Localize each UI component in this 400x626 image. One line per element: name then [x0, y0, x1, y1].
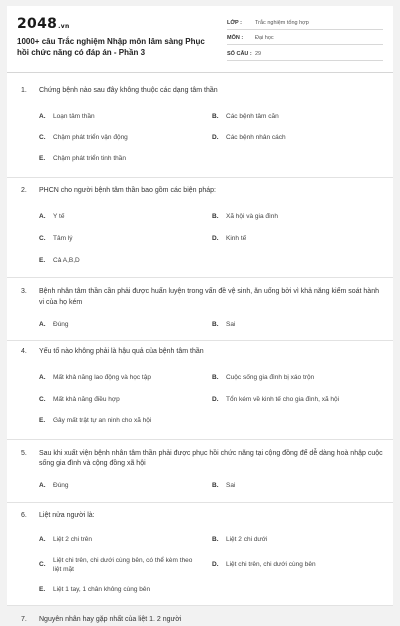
option-letter: B.	[212, 482, 219, 489]
meta-class-value: Trắc nghiệm tổng hợp	[255, 19, 309, 26]
question	[7, 79, 393, 169]
question-text: Nguyên nhân hay gặp nhất của liệt 1. 2 người	[39, 616, 182, 623]
question-stem	[21, 186, 393, 197]
option-letter: C.	[39, 561, 46, 568]
option-text: Mất khả năng điều hợp	[53, 396, 120, 403]
option-letter: E.	[39, 256, 46, 264]
option-letter: B.	[212, 320, 219, 328]
option-a[interactable]	[39, 479, 212, 493]
option-e[interactable]	[39, 411, 212, 431]
question-number: 3.	[21, 288, 27, 295]
meta-count-label: SỐ CÂU :	[227, 50, 252, 57]
meta-count-value: 29	[255, 50, 262, 57]
question-text: Sau khi xuất viện bệnh nhân tâm thần phải được phục hồi chức năng tại cộng đồng để dễ dàng hoà nhập cuộc sống gia đình và cộng đồng xã hội	[39, 449, 383, 467]
option-letter: B.	[212, 536, 219, 543]
option-text: Loạn tâm thần	[53, 112, 95, 120]
option-b[interactable]	[212, 106, 385, 127]
option-text: Y tế	[53, 212, 65, 220]
logo-suffix: .vn	[58, 23, 70, 30]
option-letter: C.	[39, 234, 46, 242]
question	[7, 341, 393, 431]
option-text: Liệt chi trên, chi dưới cùng bên, có thể kèm theo liệt mặt	[53, 556, 193, 573]
question	[7, 440, 393, 493]
meta-class-row	[227, 14, 383, 30]
option-text: Xã hội và gia đình	[226, 212, 279, 220]
meta-class-label: LỚP :	[227, 19, 242, 26]
header	[7, 6, 393, 70]
option-a[interactable]	[39, 106, 212, 127]
option-letter: B.	[212, 212, 219, 220]
option-list	[39, 367, 393, 431]
meta-subject-value: Đại học	[255, 35, 274, 41]
meta-subject-label: MÔN :	[227, 35, 244, 41]
option-c[interactable]	[39, 127, 212, 148]
option-letter: D.	[212, 133, 219, 141]
option-a[interactable]	[39, 367, 212, 389]
option-letter: C.	[39, 396, 46, 403]
question	[7, 278, 393, 331]
option-b[interactable]	[212, 205, 385, 227]
option-letter: A.	[39, 536, 46, 543]
question-stem	[21, 615, 393, 626]
option-letter: E.	[39, 154, 46, 162]
option-list	[39, 529, 393, 599]
question-text: Liệt nửa người là:	[39, 511, 95, 519]
question-number: 6.	[21, 511, 27, 519]
question-number: 1.	[21, 87, 27, 94]
question-text: PHCN cho người bệnh tâm thần bao gồm các biện pháp:	[39, 186, 216, 194]
meta-subject-row	[227, 30, 383, 46]
logo-main: 2048	[17, 16, 58, 32]
option-text: Tổn kém về kinh tế cho gia đình, xã hội	[226, 396, 340, 403]
option-d[interactable]	[212, 127, 385, 148]
option-list	[39, 205, 393, 271]
option-text: Các bệnh tâm căn	[226, 112, 279, 120]
option-letter: B.	[212, 112, 219, 120]
option-e[interactable]	[39, 148, 212, 169]
option-text: Mất khả năng lao động và học tập	[53, 374, 151, 381]
option-letter: E.	[39, 585, 46, 593]
option-text: Liệt 1 tay, 1 chân không cùng bên	[53, 585, 151, 593]
meta-info	[227, 14, 383, 61]
option-letter: B.	[212, 374, 219, 381]
option-letter: A.	[39, 320, 46, 328]
option-a[interactable]	[39, 317, 212, 331]
option-text: Chậm phát triển vận động	[53, 133, 128, 141]
option-text: Liệt chi trên, chi dưới cùng bên	[226, 561, 316, 568]
question-number: 2.	[21, 186, 27, 194]
option-c[interactable]	[39, 389, 212, 411]
option-text: Đúng	[53, 482, 69, 489]
question-number: 7.	[21, 616, 27, 623]
question-stem	[21, 347, 393, 358]
option-text: Sai	[226, 482, 236, 489]
option-e[interactable]	[39, 579, 212, 599]
option-c[interactable]	[39, 227, 212, 249]
meta-count-row	[227, 45, 383, 61]
document-page	[7, 6, 393, 623]
option-list	[39, 317, 393, 331]
option-letter: E.	[39, 417, 46, 424]
option-letter: D.	[212, 561, 219, 568]
question-list	[7, 79, 393, 626]
option-text: Cả A,B,D	[53, 256, 80, 264]
question-stem	[21, 287, 393, 308]
option-d[interactable]	[212, 389, 385, 411]
option-d[interactable]	[212, 550, 385, 579]
option-text: Sai	[226, 320, 236, 328]
option-text: Tâm lý	[53, 234, 73, 242]
option-letter: A.	[39, 374, 46, 381]
option-text: Liệt 2 chi dưới	[226, 536, 268, 543]
option-c[interactable]	[39, 550, 212, 579]
option-letter: A.	[39, 482, 46, 489]
option-a[interactable]	[39, 529, 212, 550]
document-title: 1000+ câu Trắc nghiệm Nhập môn lâm sàng Phục hồi chức năng có đáp án - Phần 3	[17, 37, 205, 57]
option-text: Các bệnh nhân cách	[226, 133, 286, 141]
option-text: Gây mất trật tự an ninh cho xã hội	[53, 417, 152, 424]
option-text: Đúng	[53, 320, 69, 328]
option-letter: D.	[212, 396, 219, 403]
option-b[interactable]	[212, 317, 385, 331]
option-letter: D.	[212, 234, 219, 242]
option-letter: C.	[39, 133, 46, 141]
question-text: Bệnh nhân tâm thần cần phải được huấn luyện trong vấn đề vệ sinh, ăn uống bởi vì khả năng kiểm soát hành vi của họ kém	[39, 288, 379, 306]
question	[7, 503, 393, 600]
option-text: Cuộc sống gia đình bị xáo trộn	[226, 374, 315, 381]
question	[7, 178, 393, 272]
option-letter: A.	[39, 112, 46, 120]
option-text: Chậm phát triển tinh thần	[53, 154, 126, 162]
header-divider	[7, 72, 393, 73]
option-text: Liệt 2 chi trên	[53, 536, 93, 543]
question-text: Chứng bệnh nào sau đây không thuộc các dạng tâm thần	[39, 87, 218, 94]
question-number: 4.	[21, 348, 27, 355]
question-stem	[21, 511, 393, 522]
site-logo[interactable]	[17, 16, 70, 32]
question-stem	[21, 449, 393, 470]
option-b[interactable]	[212, 529, 385, 550]
option-b[interactable]	[212, 479, 385, 493]
question	[7, 606, 393, 626]
question-text: Yếu tố nào không phải là hậu quả của bệnh tâm thần	[39, 348, 204, 355]
option-list	[39, 479, 393, 493]
option-a[interactable]	[39, 205, 212, 227]
option-text: Kinh tế	[226, 234, 247, 242]
option-b[interactable]	[212, 367, 385, 389]
option-list	[39, 106, 393, 169]
option-letter: A.	[39, 212, 46, 220]
question-stem	[21, 86, 393, 97]
option-d[interactable]	[212, 227, 385, 249]
question-number: 5.	[21, 449, 27, 457]
option-e[interactable]	[39, 249, 212, 271]
